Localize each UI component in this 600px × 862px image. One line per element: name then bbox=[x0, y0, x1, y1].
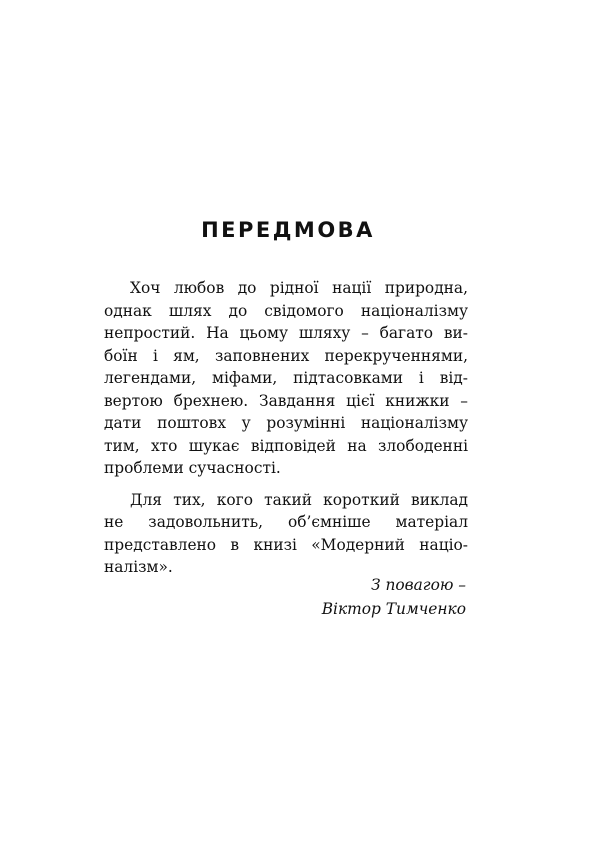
text-line: непростий. На цьому шляху – багато ви- bbox=[104, 324, 468, 342]
paragraph-2 bbox=[104, 489, 468, 579]
text-line: Хоч любов до рідної нації природна, bbox=[130, 279, 468, 297]
text-line: вертою брехнею. Завдання цієї книжки – bbox=[104, 391, 468, 410]
paragraph-1 bbox=[104, 277, 468, 480]
text-line: однак шлях до свідомого націоналізму bbox=[104, 301, 468, 320]
signature-author: Віктор Тимченко bbox=[321, 600, 466, 618]
text-line: тим, хто шукає відповідей на злободенні bbox=[104, 436, 468, 455]
signature-block bbox=[322, 573, 466, 621]
text-line: боїн і ям, заповнених перекрученнями, bbox=[104, 346, 468, 365]
text-line: легендами, міфами, підтасовками і від- bbox=[104, 369, 468, 387]
text-line: проблеми сучасності. bbox=[104, 459, 281, 477]
preface-text bbox=[104, 277, 468, 579]
text-line: не задовольнить, об’ємніше матеріал bbox=[104, 513, 468, 531]
text-line: налізм». bbox=[104, 558, 173, 576]
paragraph-spacer bbox=[104, 480, 468, 489]
text-line: дати поштовх у розумінні націоналізму bbox=[104, 414, 468, 432]
signature-greeting: З повагою – bbox=[371, 576, 466, 594]
text-line: представлено в книзі «Модерний націо- bbox=[104, 535, 468, 554]
page-heading: ПЕРЕДМОВА bbox=[201, 218, 375, 242]
text-line: Для тих, кого такий короткий виклад bbox=[130, 490, 468, 509]
